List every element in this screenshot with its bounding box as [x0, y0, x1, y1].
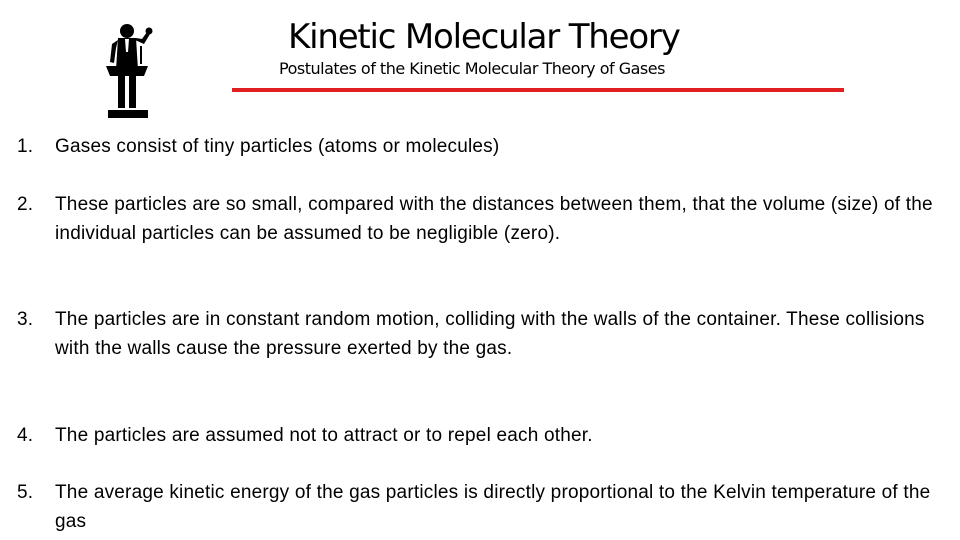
postulate-item: [17, 132, 952, 161]
postulate-text: These particles are so small, compared with the distances between them, that the volume (size) of the individual particles can be assumed to be negligible (zero).: [55, 194, 933, 244]
page-subtitle: Postulates of the Kinetic Molecular Theory of Gases: [279, 59, 665, 78]
postulate-number: 3.: [17, 309, 34, 330]
title-underline: [232, 88, 844, 92]
postulate-item: [17, 190, 952, 248]
speaker-at-podium-icon: [104, 22, 162, 122]
postulate-number: 4.: [17, 425, 34, 446]
postulate-text: The average kinetic energy of the gas particles is directly proportional to the Kelvin temperature of the gas: [55, 482, 931, 532]
postulate-number: 1.: [17, 136, 34, 157]
postulate-item: [17, 421, 952, 450]
postulate-text: The particles are in constant random motion, colliding with the walls of the container. These collisions with the walls cause the pressure exerted by the gas.: [55, 309, 925, 359]
page-title: Kinetic Molecular Theory: [288, 17, 680, 57]
postulate-text: Gases consist of tiny particles (atoms or molecules): [55, 136, 500, 157]
postulate-item: [17, 305, 952, 363]
postulate-number: 2.: [17, 194, 34, 215]
postulate-number: 5.: [17, 482, 34, 503]
postulate-text: The particles are assumed not to attract or to repel each other.: [55, 425, 593, 446]
postulate-item: [17, 478, 952, 536]
